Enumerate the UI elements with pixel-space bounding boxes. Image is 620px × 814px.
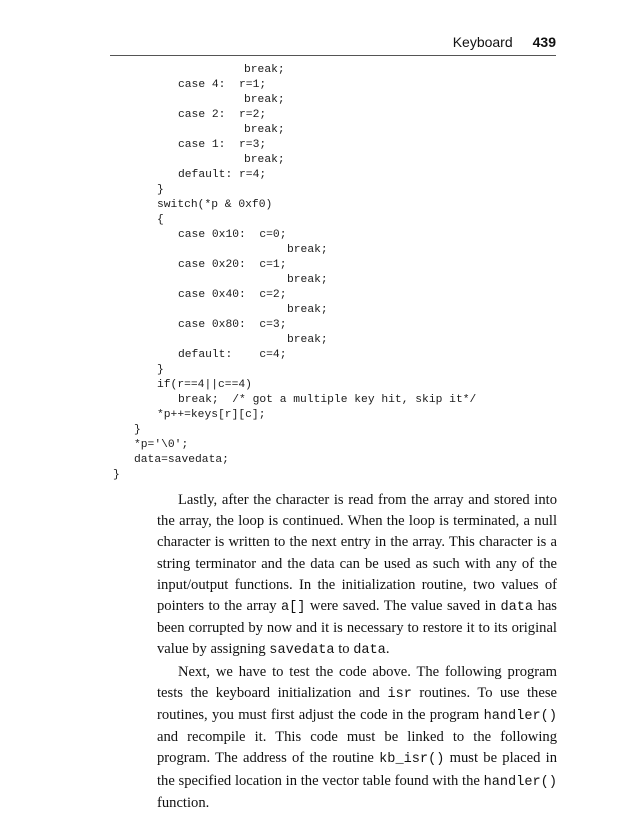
code-line bbox=[0, 378, 620, 393]
code-text: break; /* got a multiple key hit, skip it*/ bbox=[178, 394, 477, 406]
text-run: to bbox=[334, 641, 354, 658]
code-text: } bbox=[157, 184, 164, 196]
inline-code: a[] bbox=[280, 600, 306, 616]
code-text: *p='\0'; bbox=[134, 439, 189, 451]
code-text: break; bbox=[244, 94, 285, 106]
header-rule bbox=[110, 55, 556, 56]
text-run: function. bbox=[157, 794, 210, 811]
code-line bbox=[0, 318, 620, 333]
inline-code: handler() bbox=[483, 774, 557, 790]
code-text: break; bbox=[244, 64, 285, 76]
code-text: case 0x40: c=2; bbox=[178, 289, 287, 301]
inline-code: data bbox=[353, 643, 386, 659]
code-line bbox=[0, 243, 620, 258]
code-line bbox=[0, 138, 620, 153]
code-text: *p++=keys[r][c]; bbox=[157, 409, 266, 421]
code-text: default: c=4; bbox=[178, 349, 287, 361]
code-text: break; bbox=[244, 124, 285, 136]
code-line bbox=[0, 468, 620, 483]
inline-code: savedata bbox=[269, 643, 335, 659]
code-line bbox=[0, 333, 620, 348]
code-line bbox=[0, 183, 620, 198]
code-line bbox=[0, 168, 620, 183]
code-line bbox=[0, 78, 620, 93]
inline-code: kb_isr() bbox=[379, 752, 445, 768]
text-run: and recompile it. This code must be linked to the following program. The address of the routine bbox=[157, 729, 557, 767]
code-listing bbox=[0, 63, 620, 483]
page-number: 439 bbox=[532, 34, 556, 50]
code-line bbox=[0, 153, 620, 168]
code-text: break; bbox=[287, 334, 328, 346]
code-line bbox=[0, 303, 620, 318]
code-text: switch(*p & 0xf0) bbox=[157, 199, 273, 211]
code-line bbox=[0, 93, 620, 108]
code-text: case 4: r=1; bbox=[178, 79, 267, 91]
body-text bbox=[157, 490, 557, 814]
code-text: } bbox=[157, 364, 164, 376]
code-text: break; bbox=[287, 244, 328, 256]
text-run: Lastly, after the character is read from the array and stored into the array, the loop is continued. When the loop is terminated, a null character is written to the next entry in the array. This character is a string terminator and the data can be used as such with any of the input/output functions. In the initialization routine, two values of pointers to the array bbox=[157, 492, 557, 615]
inline-code: data bbox=[500, 600, 534, 616]
code-line bbox=[0, 213, 620, 228]
code-line bbox=[0, 363, 620, 378]
code-text: break; bbox=[287, 274, 328, 286]
running-title: Keyboard bbox=[452, 34, 513, 50]
text-run: routines. To use these routines, you must first adjust the code in the program bbox=[157, 684, 557, 724]
text-run: Next, we have to test the code above. The following program tests the keyboard initialization and bbox=[157, 663, 557, 701]
code-line bbox=[0, 438, 620, 453]
text-run: has been corrupted by now and it is necessary to restore it to its original value by assigning bbox=[157, 598, 557, 658]
code-line bbox=[0, 258, 620, 273]
code-text: if(r==4||c==4) bbox=[157, 379, 252, 391]
code-text: } bbox=[113, 469, 120, 481]
code-line bbox=[0, 423, 620, 438]
code-line bbox=[0, 198, 620, 213]
code-text: default: r=4; bbox=[178, 169, 267, 181]
code-text: break; bbox=[287, 304, 328, 316]
code-text: case 0x80: c=3; bbox=[178, 319, 287, 331]
code-text: case 1: r=3; bbox=[178, 139, 267, 151]
code-line bbox=[0, 408, 620, 423]
code-line bbox=[0, 393, 620, 408]
code-text: case 0x20: c=1; bbox=[178, 259, 287, 271]
running-header bbox=[453, 34, 556, 50]
inline-code: handler() bbox=[483, 709, 557, 725]
inline-code: isr bbox=[387, 686, 412, 702]
code-line bbox=[0, 228, 620, 243]
code-text: case 2: r=2; bbox=[178, 109, 267, 121]
text-run: . bbox=[385, 641, 390, 658]
code-line bbox=[0, 108, 620, 123]
code-line bbox=[0, 453, 620, 468]
text-run: were saved. The value saved in bbox=[305, 598, 501, 615]
code-text: } bbox=[134, 424, 141, 436]
text-run: must be placed in the specified location in the vector table found with the bbox=[157, 750, 557, 789]
code-text: data=savedata; bbox=[134, 454, 229, 466]
code-line bbox=[0, 288, 620, 303]
code-text: case 0x10: c=0; bbox=[178, 229, 287, 241]
code-text: break; bbox=[244, 154, 285, 166]
paragraph bbox=[157, 662, 557, 814]
code-line bbox=[0, 123, 620, 138]
code-line bbox=[0, 348, 620, 363]
code-text: { bbox=[157, 214, 164, 226]
paragraph bbox=[157, 490, 557, 662]
code-line bbox=[0, 63, 620, 78]
code-line bbox=[0, 273, 620, 288]
